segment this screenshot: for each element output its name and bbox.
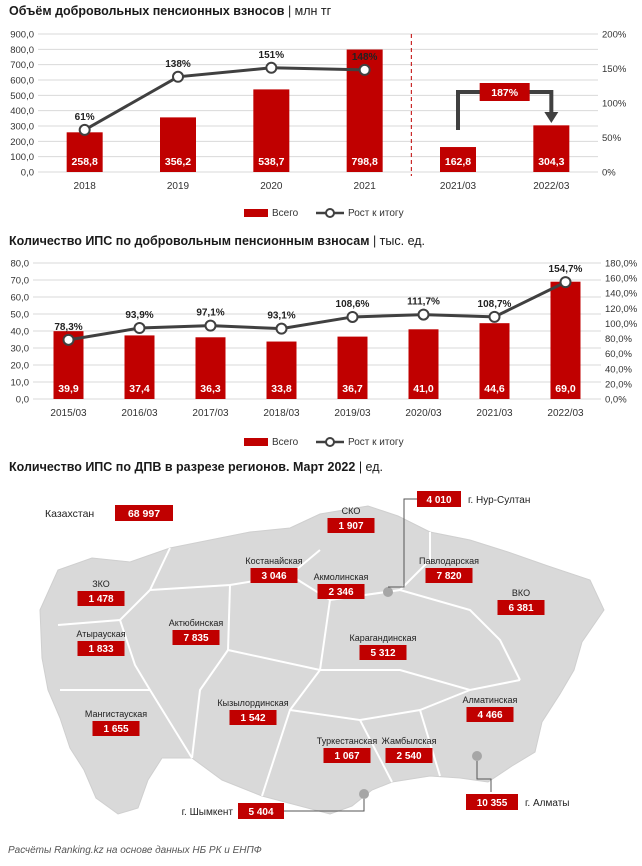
chart1-title: Объём добровольных пенсионных взносов | млн тг: [9, 4, 332, 18]
x-tick-label: 2017/03: [192, 408, 229, 419]
growth-label: 151%: [258, 49, 285, 61]
growth-line: [85, 68, 365, 130]
bar-value-label: 162,8: [444, 156, 472, 168]
growth-point: [277, 324, 287, 334]
region-name: Жамбылская: [381, 736, 437, 746]
y2-tick-label: 0%: [602, 167, 616, 179]
region-name: Павлодарская: [419, 556, 479, 566]
region-name: Кызылординская: [217, 698, 289, 708]
growth-label: 138%: [165, 58, 191, 70]
city-name-shymkent: г. Шымкент: [181, 807, 233, 818]
y-tick-label: 70,0: [10, 275, 29, 287]
x-tick-label: 2021/03: [439, 181, 477, 192]
x-tick-label: 2018/03: [263, 408, 300, 419]
y-tick-label: 0,0: [15, 394, 29, 406]
bar-value-label: 36,3: [200, 383, 221, 395]
bar: [551, 282, 581, 399]
y2-tick-label: 120,0%: [605, 303, 638, 315]
x-tick-label: 2019: [166, 181, 190, 192]
bar-value-label: 41,0: [413, 383, 434, 395]
region-value: 6 381: [508, 603, 534, 614]
legend-line-label: Рост к итогу: [348, 437, 404, 448]
growth-point: [561, 277, 571, 287]
y-tick-label: 700,0: [10, 60, 34, 72]
region-value: 7 835: [183, 633, 209, 644]
x-tick-label: 2022/03: [533, 181, 570, 192]
growth-label: 108,6%: [335, 298, 370, 310]
growth-point: [64, 335, 74, 345]
legend-line-marker: [326, 209, 334, 217]
region-value: 5 312: [370, 648, 396, 659]
growth-point: [419, 310, 429, 320]
bar-value-label: 538,7: [258, 156, 285, 168]
growth-point: [360, 65, 370, 75]
y2-tick-label: 100%: [602, 98, 627, 110]
y2-tick-label: 60,0%: [605, 349, 632, 361]
region-name: Туркестанская: [316, 736, 378, 746]
city-name-nursultan: г. Нур-Султан: [468, 495, 531, 506]
y-tick-label: 600,0: [10, 75, 34, 87]
y-tick-label: 200,0: [10, 136, 34, 148]
region-value: 3 046: [261, 571, 287, 582]
y2-tick-label: 40,0%: [605, 364, 632, 376]
growth-badge-label: 187%: [491, 87, 519, 99]
x-tick-label: 2016/03: [121, 408, 158, 419]
bar-value-label: 356,2: [164, 156, 192, 168]
growth-arrow-head: [544, 112, 558, 123]
city-name-almaty: г. Алматы: [525, 798, 570, 809]
city-marker-almaty: [472, 751, 482, 761]
region-name: ЗКО: [92, 579, 110, 589]
city-value-almaty: 10 355: [476, 798, 508, 809]
region-value: 1 833: [88, 644, 114, 655]
legend-line-marker: [326, 438, 334, 446]
growth-point: [266, 63, 276, 73]
region-name: Акмолинская: [313, 572, 369, 582]
region-name: Атырауская: [76, 629, 126, 639]
growth-point: [80, 125, 90, 135]
y2-tick-label: 50%: [602, 133, 622, 144]
y-tick-label: 300,0: [10, 121, 34, 133]
growth-label: 61%: [74, 111, 95, 123]
y2-tick-label: 0,0%: [605, 394, 627, 406]
growth-label: 78,3%: [54, 321, 83, 333]
city-value-shymkent: 5 404: [248, 807, 274, 818]
bar-value-label: 798,8: [351, 156, 378, 168]
region-value: 4 466: [477, 710, 503, 721]
y-tick-label: 500,0: [10, 90, 34, 102]
region-name: ВКО: [511, 588, 531, 598]
city-marker-nursultan: [383, 587, 393, 597]
region-value: 1 478: [88, 594, 114, 605]
city-marker-shymkent: [359, 789, 369, 799]
y2-tick-label: 150%: [602, 64, 627, 75]
legend-bar-swatch: [244, 209, 268, 217]
region-name: Алматинская: [462, 695, 518, 705]
chart2-title: Количество ИПС по добровольным пенсионным взносам | тыс. ед.: [9, 234, 426, 248]
region-value: 1 907: [338, 521, 364, 532]
growth-point: [206, 321, 216, 331]
y-tick-label: 60,0: [10, 292, 29, 304]
y2-tick-label: 160,0%: [605, 273, 638, 285]
region-name: Карагандинская: [349, 633, 417, 643]
y-tick-label: 30,0: [10, 343, 29, 355]
region-map: [0, 480, 642, 840]
map-title: Количество ИПС по ДПВ в разрезе регионов. Март 2022 | ед.: [9, 460, 383, 474]
x-tick-label: 2015/03: [50, 408, 87, 419]
y-tick-label: 20,0: [10, 360, 29, 372]
growth-point: [490, 312, 500, 322]
growth-point: [135, 323, 145, 333]
y2-tick-label: 20,0%: [605, 379, 632, 391]
bar-value-label: 69,0: [555, 383, 576, 395]
growth-label: 148%: [351, 51, 378, 63]
city-value-nursultan: 4 010: [426, 495, 452, 506]
y2-tick-label: 140,0%: [605, 288, 638, 300]
chart2-svg: [0, 254, 642, 454]
growth-label: 154,7%: [548, 264, 583, 276]
y-tick-label: 40,0: [10, 326, 29, 338]
region-name: Костанайская: [245, 556, 303, 566]
x-tick-label: 2018: [73, 181, 96, 192]
bar-value-label: 33,8: [271, 383, 292, 395]
x-tick-label: 2021/03: [476, 408, 513, 419]
y-tick-label: 10,0: [10, 377, 29, 389]
bar-value-label: 304,3: [538, 156, 565, 168]
legend-bar-label: Всего: [272, 437, 299, 448]
legend-line-label: Рост к итогу: [348, 208, 404, 219]
region-name: Мангистауская: [84, 709, 148, 719]
total-name: Казахстан: [45, 508, 95, 520]
growth-label: 111,7%: [407, 296, 440, 308]
bar-value-label: 44,6: [484, 383, 505, 395]
chart1-svg: [0, 22, 642, 247]
y-tick-label: 800,0: [10, 44, 34, 56]
y-tick-label: 0,0: [20, 167, 34, 179]
y2-tick-label: 200%: [602, 29, 627, 41]
growth-label: 97,1%: [196, 307, 225, 319]
growth-label: 93,9%: [125, 310, 154, 322]
total-value: 68 997: [127, 508, 161, 520]
region-value: 2 540: [396, 751, 422, 762]
y2-tick-label: 180,0%: [605, 258, 638, 270]
region-value: 1 542: [240, 713, 266, 724]
growth-point: [173, 72, 183, 82]
y-tick-label: 80,0: [10, 258, 29, 270]
x-tick-label: 2020/03: [405, 408, 442, 419]
growth-label: 108,7%: [477, 298, 512, 310]
region-value: 1 655: [103, 724, 129, 735]
legend-bar-label: Всего: [272, 208, 299, 219]
region-name: Актюбинская: [168, 618, 224, 628]
region-name: СКО: [341, 506, 361, 516]
x-tick-label: 2021: [353, 181, 376, 192]
x-tick-label: 2020: [260, 181, 283, 192]
y2-tick-label: 100,0%: [605, 318, 638, 330]
x-tick-label: 2019/03: [334, 408, 371, 419]
region-value: 1 067: [334, 751, 360, 762]
y2-tick-label: 80,0%: [605, 334, 632, 346]
bar-value-label: 39,9: [58, 383, 79, 395]
y-tick-label: 100,0: [10, 152, 34, 164]
x-tick-label: 2022/03: [547, 408, 584, 419]
legend-bar-swatch: [244, 438, 268, 446]
growth-point: [348, 312, 358, 322]
bar-value-label: 258,8: [71, 156, 98, 168]
y-tick-label: 50,0: [10, 309, 29, 321]
region-value: 2 346: [328, 587, 354, 598]
bar-value-label: 36,7: [342, 383, 363, 395]
source-footer: Расчёты Ranking.kz на основе данных НБ РК и ЕНПФ: [8, 845, 262, 856]
bar-value-label: 37,4: [129, 383, 150, 395]
y-tick-label: 400,0: [10, 106, 34, 118]
y-tick-label: 900,0: [10, 29, 34, 41]
region-value: 7 820: [436, 571, 462, 582]
growth-label: 93,1%: [267, 310, 296, 322]
